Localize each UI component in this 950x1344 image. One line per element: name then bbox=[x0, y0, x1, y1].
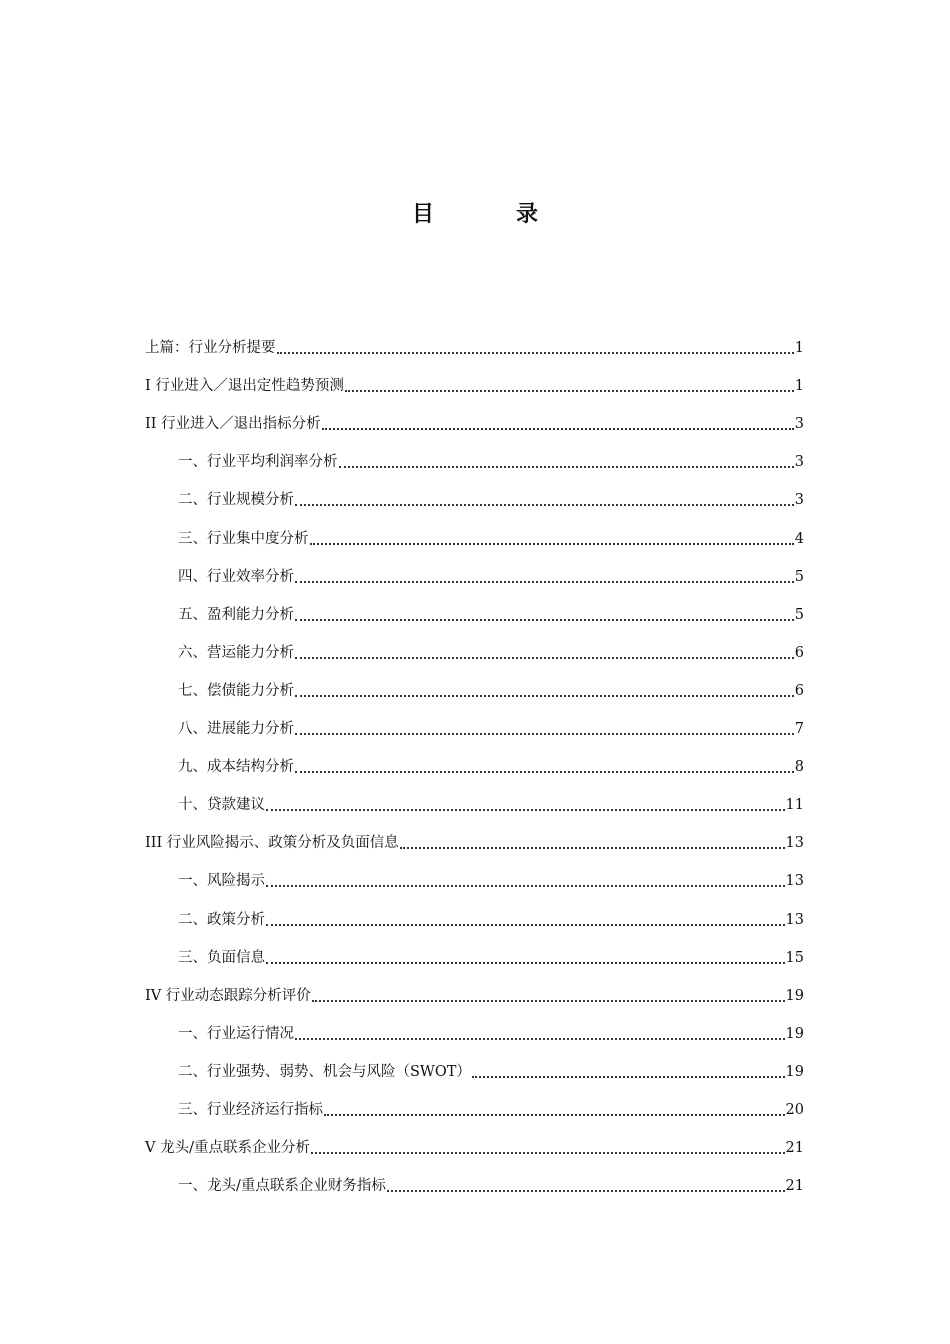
toc-entry-page-number: 21 bbox=[785, 1178, 804, 1195]
toc-entry-text: 一、龙头/重点联系企业财务指标 bbox=[178, 1178, 386, 1195]
toc-entry-page-number: 19 bbox=[785, 1025, 804, 1042]
toc-entry[interactable] bbox=[145, 746, 804, 784]
toc-entry-page-number: 13 bbox=[785, 911, 804, 928]
toc-entry-text: 二、行业强势、弱势、机会与风险（SWOT） bbox=[178, 1063, 471, 1080]
toc-entry[interactable] bbox=[145, 594, 804, 632]
dot-leader bbox=[472, 1076, 785, 1078]
toc-entry[interactable] bbox=[145, 670, 804, 708]
dot-leader bbox=[322, 428, 794, 430]
toc-entry[interactable] bbox=[145, 327, 804, 365]
toc-entry-page-number: 13 bbox=[785, 835, 804, 852]
toc-entry-text: 三、行业集中度分析 bbox=[178, 530, 309, 547]
toc-entry-page-number: 5 bbox=[794, 606, 804, 623]
toc-entry-page-number: 21 bbox=[785, 1140, 804, 1157]
toc-entry-page-number: 6 bbox=[794, 644, 804, 661]
toc-entry[interactable] bbox=[145, 556, 804, 594]
toc-entry[interactable] bbox=[145, 441, 804, 479]
toc-entry-text: 八、进展能力分析 bbox=[178, 721, 294, 738]
toc-entry-page-number: 13 bbox=[785, 873, 804, 890]
dot-leader bbox=[324, 1114, 785, 1116]
toc-entry[interactable] bbox=[145, 708, 804, 746]
toc-list bbox=[145, 327, 804, 1203]
dot-leader bbox=[295, 619, 794, 621]
dot-leader bbox=[312, 1000, 785, 1002]
toc-entry-text: 七、偿债能力分析 bbox=[178, 682, 294, 699]
dot-leader bbox=[266, 962, 785, 964]
toc-entry[interactable] bbox=[145, 1051, 804, 1089]
toc-entry[interactable] bbox=[145, 365, 804, 403]
toc-entry-text: 二、行业规模分析 bbox=[178, 492, 294, 509]
dot-leader bbox=[266, 924, 785, 926]
toc-entry-text: 十、贷款建议 bbox=[178, 797, 265, 814]
toc-entry-page-number: 19 bbox=[785, 987, 804, 1004]
toc-entry-page-number: 3 bbox=[794, 492, 804, 509]
toc-entry-page-number: 5 bbox=[794, 568, 804, 585]
dot-leader bbox=[295, 695, 794, 697]
toc-entry-text: 三、负面信息 bbox=[178, 949, 265, 966]
toc-entry-page-number: 6 bbox=[794, 682, 804, 699]
toc-entry-text: V 龙头/重点联系企业分析 bbox=[145, 1140, 310, 1157]
dot-leader bbox=[295, 771, 794, 773]
toc-entry-text: 九、成本结构分析 bbox=[178, 759, 294, 776]
toc-entry[interactable] bbox=[145, 517, 804, 555]
toc-entry-page-number: 4 bbox=[794, 530, 804, 547]
dot-leader bbox=[295, 504, 794, 506]
toc-entry-page-number: 3 bbox=[794, 416, 804, 433]
dot-leader bbox=[295, 581, 794, 583]
toc-entry-text: 一、行业运行情况 bbox=[178, 1025, 294, 1042]
toc-entry[interactable] bbox=[145, 1127, 804, 1165]
toc-entry-text: 一、风险揭示 bbox=[178, 873, 265, 890]
toc-entry[interactable] bbox=[145, 975, 804, 1013]
dot-leader bbox=[310, 543, 794, 545]
toc-entry[interactable] bbox=[145, 1013, 804, 1051]
dot-leader bbox=[295, 657, 794, 659]
toc-entry-page-number: 1 bbox=[794, 340, 804, 357]
toc-entry[interactable] bbox=[145, 1089, 804, 1127]
toc-entry-page-number: 3 bbox=[794, 454, 804, 471]
toc-entry-text: IV 行业动态跟踪分析评价 bbox=[145, 987, 311, 1004]
toc-entry[interactable] bbox=[145, 898, 804, 936]
dot-leader bbox=[295, 1038, 785, 1040]
toc-entry-text: 三、行业经济运行指标 bbox=[178, 1101, 323, 1118]
toc-entry-page-number: 1 bbox=[794, 378, 804, 395]
toc-entry[interactable] bbox=[145, 860, 804, 898]
toc-entry[interactable] bbox=[145, 937, 804, 975]
dot-leader bbox=[345, 390, 794, 392]
toc-entry-text: 五、盈利能力分析 bbox=[178, 606, 294, 623]
toc-entry[interactable] bbox=[145, 1165, 804, 1203]
toc-entry-page-number: 11 bbox=[785, 797, 804, 814]
dot-leader bbox=[266, 885, 785, 887]
toc-entry[interactable] bbox=[145, 403, 804, 441]
toc-entry-page-number: 20 bbox=[785, 1101, 804, 1118]
dot-leader bbox=[266, 809, 785, 811]
toc-title: 目 录 bbox=[411, 201, 568, 227]
toc-entry-page-number: 19 bbox=[785, 1063, 804, 1080]
dot-leader bbox=[277, 352, 794, 354]
dot-leader bbox=[339, 466, 794, 468]
toc-entry-text: III 行业风险揭示、政策分析及负面信息 bbox=[145, 835, 399, 852]
toc-entry-text: 一、行业平均利润率分析 bbox=[178, 454, 338, 471]
toc-entry[interactable] bbox=[145, 784, 804, 822]
dot-leader bbox=[400, 847, 785, 849]
toc-entry-text: 上篇：行业分析提要 bbox=[145, 340, 276, 357]
dot-leader bbox=[295, 733, 794, 735]
toc-entry[interactable] bbox=[145, 479, 804, 517]
toc-entry-text: 四、行业效率分析 bbox=[178, 568, 294, 585]
toc-entry[interactable] bbox=[145, 822, 804, 860]
toc-entry-text: 六、营运能力分析 bbox=[178, 644, 294, 661]
toc-entry-page-number: 8 bbox=[794, 759, 804, 776]
toc-entry-text: 二、政策分析 bbox=[178, 911, 265, 928]
toc-entry-text: I 行业进入／退出定性趋势预测 bbox=[145, 378, 344, 395]
dot-leader bbox=[311, 1152, 785, 1154]
dot-leader bbox=[387, 1190, 785, 1192]
toc-entry-text: II 行业进入／退出指标分析 bbox=[145, 416, 321, 433]
toc-entry[interactable] bbox=[145, 632, 804, 670]
toc-entry-page-number: 15 bbox=[785, 949, 804, 966]
toc-entry-page-number: 7 bbox=[794, 721, 804, 738]
